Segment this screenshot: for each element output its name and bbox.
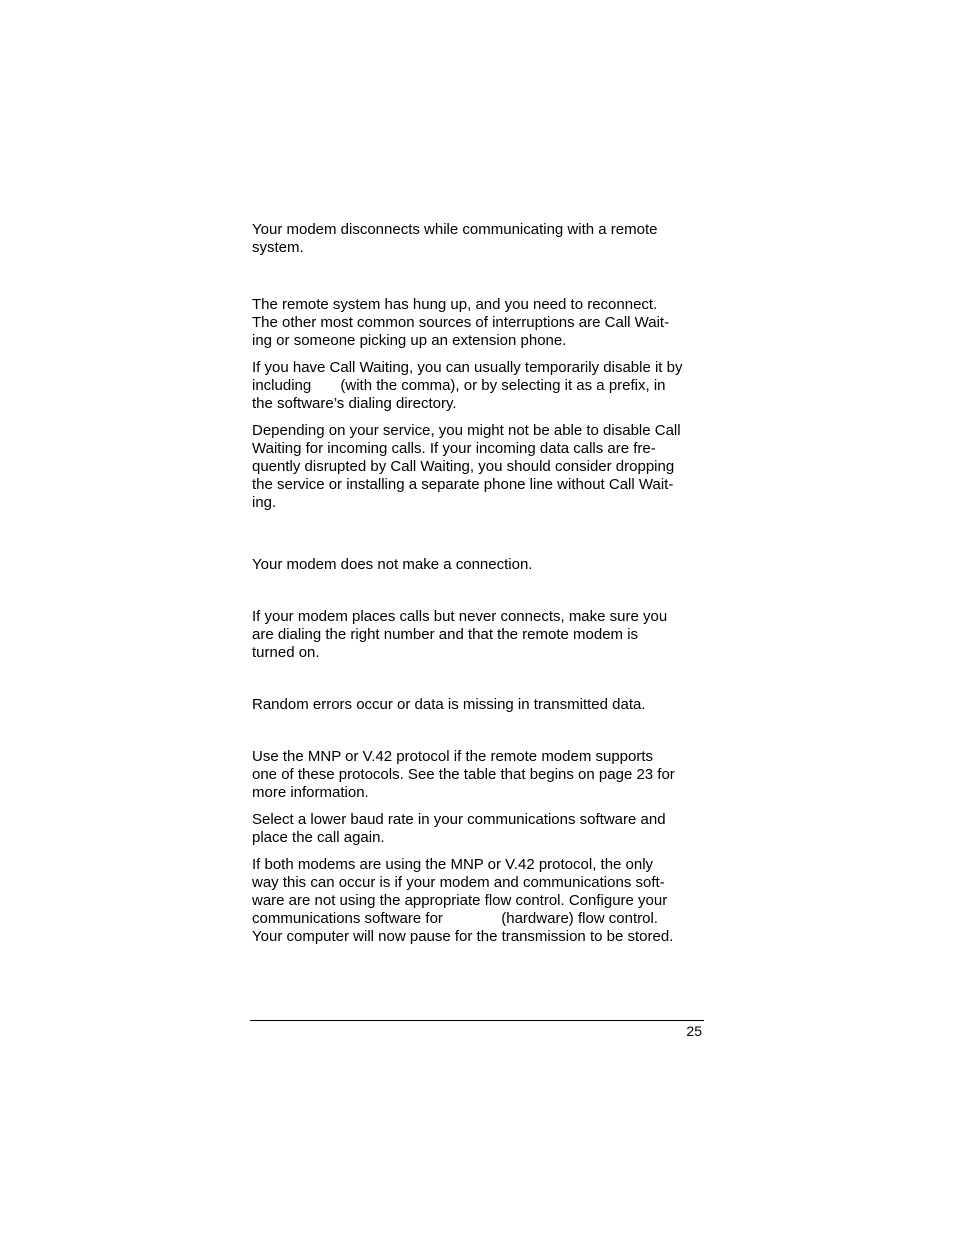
text-line: way this can occur is if your modem and communications soft-: [252, 874, 665, 891]
text-line: Random errors occur or data is missing in transmitted data.: [252, 696, 646, 713]
text-line: Use the MNP or V.42 protocol if the remote modem supports: [252, 748, 654, 765]
text-line: system.: [252, 239, 304, 256]
text-line: are dialing the right number and that the remote modem is: [252, 626, 639, 643]
text-line: The other most common sources of interruptions are Call Wait-: [252, 314, 670, 331]
text-line: communications software for (hardware) flow control.: [252, 910, 658, 927]
text-line: ware are not using the appropriate flow control. Configure your: [252, 892, 668, 909]
page-number: 25: [686, 1023, 702, 1039]
text-line: ing or someone picking up an extension phone.: [252, 332, 567, 349]
footer-rule: [250, 1020, 704, 1021]
text-line: more information.: [252, 784, 369, 801]
text-line: ing.: [252, 494, 277, 511]
text-line: Your modem does not make a connection.: [252, 556, 533, 573]
text-line: If you have Call Waiting, you can usually temporarily disable it by: [252, 359, 683, 376]
text-line: place the call again.: [252, 829, 385, 846]
text-line: quently disrupted by Call Waiting, you should consider dropping: [252, 458, 675, 475]
text-line: Waiting for incoming calls. If your incoming data calls are fre-: [252, 440, 656, 457]
text-line: Your modem disconnects while communicating with a remote: [252, 221, 658, 238]
text-line: If your modem places calls but never connects, make sure you: [252, 608, 668, 625]
text-line: Depending on your service, you might not be able to disable Call: [252, 422, 681, 439]
text-line: the software’s dialing directory.: [252, 395, 457, 412]
text-line: The remote system has hung up, and you need to reconnect.: [252, 296, 658, 313]
text-line: including (with the comma), or by selecting it as a prefix, in: [252, 377, 666, 394]
text-line: Your computer will now pause for the transmission to be stored.: [252, 928, 674, 945]
text-line: If both modems are using the MNP or V.42 protocol, the only: [252, 856, 654, 873]
text-line: turned on.: [252, 644, 320, 661]
text-line: Select a lower baud rate in your communications software and: [252, 811, 666, 828]
text-line: the service or installing a separate phone line without Call Wait-: [252, 476, 674, 493]
text-line: one of these protocols. See the table that begins on page 23 for: [252, 766, 675, 783]
